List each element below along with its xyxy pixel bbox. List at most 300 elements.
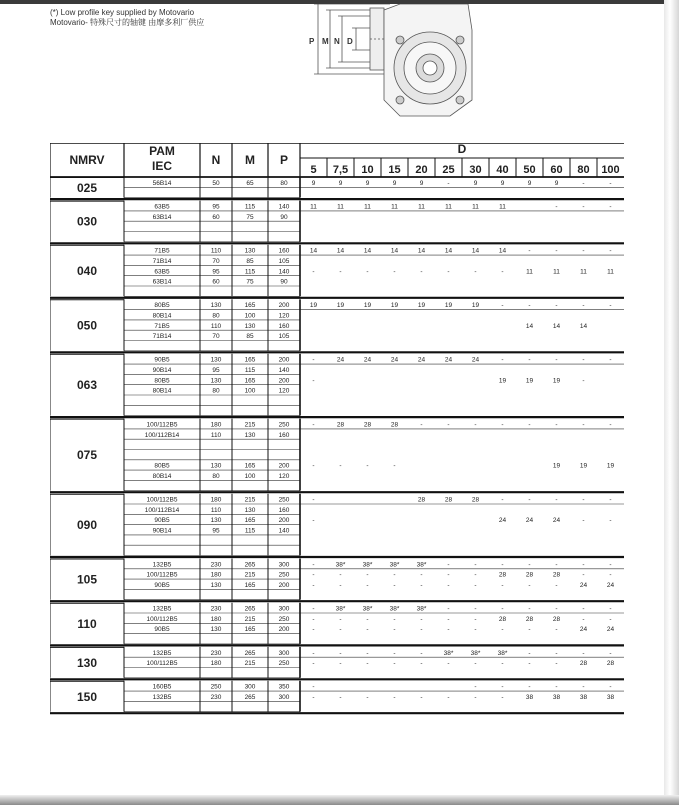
model-label: 040 xyxy=(76,264,98,279)
cell-d-value: - xyxy=(312,421,315,429)
cell-m: 165 xyxy=(244,462,256,470)
cell-p: 250 xyxy=(278,421,290,429)
cell-d-value: - xyxy=(312,605,315,613)
cell-d-value: 28 xyxy=(552,571,561,579)
cell-m: 265 xyxy=(244,561,256,569)
cell-d-value: - xyxy=(555,605,558,613)
cell-d-value: 24 xyxy=(363,356,372,364)
cell-d-value: 19 xyxy=(390,302,399,310)
cell-m: 130 xyxy=(244,506,256,514)
cell-d-value: 38 xyxy=(525,694,534,701)
cell-d-value: 9 xyxy=(527,179,532,187)
cell-pam: 160B5 xyxy=(152,683,172,691)
cell-pam: 100/112B5 xyxy=(146,571,178,579)
header-ratio: 15 xyxy=(388,164,401,176)
cell-n: 80 xyxy=(212,387,220,395)
cell-d-value: - xyxy=(474,694,477,701)
window-top-edge xyxy=(0,0,679,4)
cell-d-value: - xyxy=(582,356,585,364)
cell-d-value: 9 xyxy=(554,179,559,187)
cell-n: 110 xyxy=(210,322,222,330)
cell-p: 300 xyxy=(278,694,290,701)
cell-d-value: - xyxy=(366,268,369,276)
cell-m: 85 xyxy=(246,333,254,341)
cell-d-value: - xyxy=(609,247,612,255)
cell-m: 75 xyxy=(246,213,254,221)
cell-m: 115 xyxy=(244,268,256,276)
cell-pam: 90B14 xyxy=(152,367,172,374)
cell-d-value: 28 xyxy=(606,660,615,668)
cell-d-value: 28 xyxy=(498,615,507,623)
cell-d-value: 24 xyxy=(579,582,588,589)
cell-pam: 71B14 xyxy=(152,333,172,341)
cell-p: 300 xyxy=(278,561,290,569)
cell-d-value: - xyxy=(447,582,450,589)
cell-d-value: - xyxy=(312,377,315,385)
cell-d-value: - xyxy=(555,582,558,589)
cell-d-value: 14 xyxy=(363,247,372,255)
cell-d-value: - xyxy=(528,561,531,569)
cell-d-value: 14 xyxy=(498,247,507,255)
cell-d-value: 9 xyxy=(365,179,370,187)
cell-m: 300 xyxy=(244,683,256,691)
cell-d-value: - xyxy=(528,605,531,613)
header-nmrv: NMRV xyxy=(69,153,105,167)
cell-d-value: - xyxy=(555,660,558,668)
cell-m: 115 xyxy=(244,203,256,211)
cell-d-value: - xyxy=(447,421,450,429)
cell-n: 180 xyxy=(210,615,222,623)
cell-d-value: - xyxy=(312,626,315,634)
model-label: 030 xyxy=(76,214,98,229)
cell-d-value: 38* xyxy=(362,561,373,569)
cell-n: 70 xyxy=(212,258,220,265)
cell-d-value: 19 xyxy=(498,377,507,385)
cell-d-value: - xyxy=(420,421,423,429)
cell-d-value: - xyxy=(366,571,369,579)
cell-m: 265 xyxy=(244,649,256,657)
cell-d-value: - xyxy=(528,302,531,310)
cell-d-value: - xyxy=(447,179,450,187)
cell-n: 80 xyxy=(212,312,220,320)
cell-d-value: 14 xyxy=(417,247,426,255)
header-n: N xyxy=(211,153,221,167)
header-ratio: 30 xyxy=(469,164,482,176)
cell-pam: 100/112B5 xyxy=(146,660,178,668)
cell-n: 180 xyxy=(210,660,222,668)
cell-d-value: - xyxy=(582,561,585,569)
cell-d-value: 38* xyxy=(389,605,400,613)
cell-d-value: - xyxy=(609,302,612,310)
cell-d-value: 14 xyxy=(336,247,345,255)
cell-d-value: 24 xyxy=(444,356,453,364)
cell-d-value: - xyxy=(339,694,342,701)
cell-d-value: 24 xyxy=(417,356,426,364)
cell-d-value: - xyxy=(447,626,450,634)
cell-d-value: 28 xyxy=(579,660,588,668)
cell-d-value: - xyxy=(501,683,504,691)
cell-d-value: - xyxy=(366,615,369,623)
footnote-line-1: (*) Low profile key supplied by Motovario xyxy=(50,8,195,17)
cell-d-value: 28 xyxy=(363,421,372,429)
model-label: 090 xyxy=(76,518,98,533)
cell-d-value: 24 xyxy=(579,626,588,634)
cell-m: 215 xyxy=(244,496,256,504)
cell-pam: 132B5 xyxy=(152,561,172,569)
cell-m: 215 xyxy=(244,571,256,579)
cell-n: 60 xyxy=(212,213,220,221)
cell-d-value: - xyxy=(501,561,504,569)
cell-d-value: - xyxy=(555,683,558,691)
model-label: 130 xyxy=(76,655,98,670)
cell-d-value: - xyxy=(555,247,558,255)
cell-d-value: 24 xyxy=(552,517,561,525)
cell-pam: 90B5 xyxy=(154,356,170,364)
header-ratio: 60 xyxy=(550,164,563,176)
cell-d-value: 11 xyxy=(445,203,452,211)
cell-d-value: - xyxy=(339,582,342,589)
cell-d-value: 19 xyxy=(552,377,561,385)
cell-p: 200 xyxy=(278,356,290,364)
cell-p: 140 xyxy=(278,527,290,535)
cell-n: 110 xyxy=(210,247,222,255)
model-label: 150 xyxy=(76,689,98,704)
model-label: 105 xyxy=(76,572,98,587)
cell-d-value: - xyxy=(393,626,396,634)
cell-p: 140 xyxy=(278,268,290,276)
cell-d-value: 14 xyxy=(552,322,561,330)
cell-d-value: - xyxy=(420,694,423,701)
cell-d-value: - xyxy=(528,421,531,429)
cell-n: 180 xyxy=(210,496,222,504)
cell-p: 80 xyxy=(280,179,288,187)
cell-d-value: 9 xyxy=(419,179,424,187)
cell-d-value: 11 xyxy=(310,203,317,211)
cell-d-value: 24 xyxy=(525,517,534,525)
cell-pam: 90B5 xyxy=(154,582,170,589)
cell-p: 250 xyxy=(278,660,290,668)
cell-pam: 80B5 xyxy=(154,302,170,310)
cell-p: 250 xyxy=(278,571,290,579)
cell-d-value: - xyxy=(312,462,315,470)
cell-pam: 71B14 xyxy=(152,258,172,265)
cell-p: 120 xyxy=(278,387,290,395)
cell-d-value: 28 xyxy=(525,615,534,623)
cell-p: 105 xyxy=(278,333,290,341)
cell-d-value: - xyxy=(501,302,504,310)
cell-p: 90 xyxy=(280,213,288,221)
cell-d-value: - xyxy=(393,582,396,589)
header-ratio: 40 xyxy=(496,164,509,176)
cell-n: 130 xyxy=(210,356,222,364)
cell-d-value: - xyxy=(555,626,558,634)
cell-pam: 71B5 xyxy=(154,322,170,330)
cell-m: 130 xyxy=(244,247,256,255)
cell-pam: 132B5 xyxy=(152,694,172,701)
cell-n: 70 xyxy=(212,333,220,341)
cell-m: 265 xyxy=(244,694,256,701)
cell-d-value: - xyxy=(474,571,477,579)
cell-d-value: - xyxy=(366,660,369,668)
cell-d-value: 38* xyxy=(389,561,400,569)
header-ratio: 10 xyxy=(361,164,374,176)
cell-d-value: 38* xyxy=(470,649,481,657)
cell-d-value: - xyxy=(312,561,315,569)
cell-d-value: - xyxy=(339,660,342,668)
cell-n: 95 xyxy=(212,527,220,535)
cell-d-value: - xyxy=(474,626,477,634)
cell-d-value: - xyxy=(555,356,558,364)
cell-p: 120 xyxy=(278,312,290,320)
cell-d-value: - xyxy=(312,356,315,364)
cell-d-value: - xyxy=(582,649,585,657)
cell-d-value: 19 xyxy=(579,462,588,470)
cell-d-value: 28 xyxy=(336,421,345,429)
drawing-label-p: P xyxy=(309,37,315,46)
cell-d-value: - xyxy=(555,649,558,657)
cell-pam: 63B5 xyxy=(154,268,170,276)
cell-d-value: - xyxy=(501,660,504,668)
cell-d-value: - xyxy=(366,582,369,589)
cell-p: 200 xyxy=(278,302,290,310)
cell-d-value: 19 xyxy=(471,302,480,310)
cell-d-value: - xyxy=(609,421,612,429)
cell-p: 120 xyxy=(278,473,290,480)
header-ratio: 25 xyxy=(442,164,455,176)
cell-d-value: 24 xyxy=(336,356,345,364)
cell-p: 140 xyxy=(278,367,290,374)
cell-d-value: 14 xyxy=(390,247,399,255)
cell-p: 300 xyxy=(278,649,290,657)
cell-n: 80 xyxy=(212,473,220,480)
cell-d-value: - xyxy=(393,649,396,657)
cell-pam: 63B5 xyxy=(154,203,170,211)
cell-p: 200 xyxy=(278,626,290,634)
cell-pam: 132B5 xyxy=(152,649,172,657)
cell-d-value: 9 xyxy=(392,179,397,187)
cell-d-value: - xyxy=(339,268,342,276)
cell-d-value: - xyxy=(447,571,450,579)
cell-d-value: - xyxy=(474,268,477,276)
cell-d-value: 38* xyxy=(335,561,346,569)
cell-d-value: - xyxy=(393,268,396,276)
cell-pam: 80B14 xyxy=(152,387,172,395)
cell-d-value: - xyxy=(312,615,315,623)
cell-pam: 100/112B5 xyxy=(146,615,178,623)
cell-pam: 63B14 xyxy=(152,213,172,221)
cell-d-value: - xyxy=(528,496,531,504)
page-bottom-shadow xyxy=(0,795,679,805)
cell-d-value: - xyxy=(474,605,477,613)
cell-m: 265 xyxy=(244,605,256,613)
cell-d-value: - xyxy=(447,615,450,623)
cell-d-value: - xyxy=(582,615,585,623)
cell-pam: 132B5 xyxy=(152,605,172,613)
cell-d-value: 11 xyxy=(526,268,533,276)
model-label: 050 xyxy=(76,318,98,333)
cell-pam: 80B5 xyxy=(154,462,170,470)
cell-d-value: 19 xyxy=(552,462,561,470)
model-label: 110 xyxy=(77,616,97,631)
cell-d-value: 19 xyxy=(444,302,453,310)
cell-d-value: - xyxy=(555,421,558,429)
cell-d-value: - xyxy=(582,203,585,211)
header-m: M xyxy=(245,153,255,167)
cell-n: 230 xyxy=(210,649,222,657)
cell-d-value: - xyxy=(339,626,342,634)
cell-d-value: - xyxy=(474,615,477,623)
cell-n: 110 xyxy=(210,431,222,439)
drawing-label-n: N xyxy=(334,37,340,46)
cell-d-value: - xyxy=(582,421,585,429)
cell-p: 105 xyxy=(278,258,290,265)
footnote xyxy=(50,8,204,27)
cell-d-value: - xyxy=(474,421,477,429)
cell-d-value: - xyxy=(312,694,315,701)
cell-d-value: 19 xyxy=(363,302,372,310)
cell-d-value: - xyxy=(393,571,396,579)
cell-n: 130 xyxy=(210,517,222,525)
cell-d-value: - xyxy=(474,561,477,569)
cell-d-value: 28 xyxy=(498,571,507,579)
cell-pam: 80B14 xyxy=(152,312,172,320)
cell-d-value: - xyxy=(609,496,612,504)
cell-m: 215 xyxy=(244,660,256,668)
cell-d-value: - xyxy=(609,179,612,187)
cell-d-value: 19 xyxy=(525,377,534,385)
cell-m: 100 xyxy=(244,473,256,480)
cell-d-value: - xyxy=(393,462,396,470)
cell-d-value: - xyxy=(339,615,342,623)
cell-n: 60 xyxy=(212,278,220,286)
cell-d-value: - xyxy=(420,571,423,579)
cell-n: 95 xyxy=(212,203,220,211)
cell-d-value: 14 xyxy=(309,247,318,255)
cell-n: 130 xyxy=(210,462,222,470)
cell-n: 130 xyxy=(210,626,222,634)
drawing-label-d: D xyxy=(347,37,353,46)
cell-d-value: - xyxy=(582,377,585,385)
cell-d-value: - xyxy=(501,694,504,701)
cell-d-value: - xyxy=(609,571,612,579)
cell-p: 160 xyxy=(278,322,290,330)
cell-d-value: - xyxy=(555,203,558,211)
cell-d-value: 28 xyxy=(390,421,399,429)
cell-m: 215 xyxy=(244,615,256,623)
cell-p: 160 xyxy=(278,506,290,514)
cell-d-value: 38* xyxy=(416,605,427,613)
cell-d-value: - xyxy=(609,203,612,211)
drawing-label-m: M xyxy=(322,37,329,46)
cell-p: 350 xyxy=(278,683,290,691)
cell-d-value: - xyxy=(609,561,612,569)
cell-d-value: 19 xyxy=(606,462,615,470)
cell-d-value: 28 xyxy=(417,496,426,504)
cell-d-value: - xyxy=(555,496,558,504)
cell-d-value: 38 xyxy=(579,694,588,701)
cell-d-value: - xyxy=(339,571,342,579)
cell-m: 130 xyxy=(244,431,256,439)
cell-d-value: - xyxy=(528,356,531,364)
cell-d-value: 14 xyxy=(525,322,534,330)
cell-d-value: - xyxy=(609,356,612,364)
cell-pam: 90B5 xyxy=(154,517,170,525)
cell-m: 65 xyxy=(246,179,254,187)
model-label: 063 xyxy=(76,378,98,393)
header-ratio: 50 xyxy=(523,164,536,176)
cell-d-value: - xyxy=(528,683,531,691)
cell-n: 180 xyxy=(210,571,222,579)
header-ratio: 7,5 xyxy=(332,164,349,176)
cell-d-value: - xyxy=(582,571,585,579)
header-d: D xyxy=(457,143,467,156)
cell-d-value: 11 xyxy=(580,268,587,276)
cell-d-value: - xyxy=(474,660,477,668)
cell-d-value: - xyxy=(582,605,585,613)
cell-d-value: - xyxy=(582,179,585,187)
cell-d-value: - xyxy=(528,626,531,634)
cell-d-value: - xyxy=(609,517,612,525)
cell-d-value: 11 xyxy=(499,203,506,211)
cell-d-value: 9 xyxy=(473,179,478,187)
cell-d-value: - xyxy=(312,649,315,657)
cell-d-value: - xyxy=(474,582,477,589)
cell-pam: 90B14 xyxy=(152,527,172,535)
header-ratio: 20 xyxy=(415,164,428,176)
cell-d-value: - xyxy=(582,683,585,691)
cell-d-value: 24 xyxy=(606,626,615,634)
cell-pam: 100/112B14 xyxy=(144,431,180,439)
cell-m: 130 xyxy=(244,322,256,330)
cell-n: 180 xyxy=(210,421,222,429)
cell-d-value: - xyxy=(366,462,369,470)
cell-d-value: 24 xyxy=(390,356,399,364)
cell-m: 100 xyxy=(244,312,256,320)
cell-d-value: 14 xyxy=(444,247,453,255)
cell-pam: 90B5 xyxy=(154,626,170,634)
model-label: 075 xyxy=(76,448,98,463)
gearbox-flange-drawing xyxy=(300,0,480,118)
cell-d-value: 9 xyxy=(311,179,316,187)
cell-m: 115 xyxy=(244,367,256,374)
cell-d-value: - xyxy=(582,517,585,525)
cell-d-value: 14 xyxy=(471,247,480,255)
cell-d-value: - xyxy=(609,649,612,657)
cell-d-value: - xyxy=(474,683,477,691)
cell-pam: 80B14 xyxy=(152,473,172,480)
cell-d-value: 24 xyxy=(471,356,480,364)
cell-d-value: - xyxy=(339,649,342,657)
cell-d-value: 11 xyxy=(391,203,398,211)
header-ratio: 80 xyxy=(577,164,590,176)
header-p: P xyxy=(279,153,289,167)
cell-d-value: - xyxy=(312,582,315,589)
cell-d-value: - xyxy=(501,582,504,589)
cell-d-value: - xyxy=(393,615,396,623)
cell-pam: 80B5 xyxy=(154,377,170,385)
cell-d-value: 19 xyxy=(336,302,345,310)
cell-d-value: - xyxy=(393,694,396,701)
cell-d-value: 11 xyxy=(364,203,371,211)
cell-d-value: - xyxy=(420,582,423,589)
cell-n: 50 xyxy=(212,179,220,187)
cell-p: 200 xyxy=(278,582,290,589)
cell-d-value: 14 xyxy=(579,322,588,330)
header-ratio: 100 xyxy=(601,164,620,176)
cell-d-value: 38 xyxy=(606,694,615,701)
cell-d-value: - xyxy=(420,649,423,657)
cell-d-value: 28 xyxy=(525,571,534,579)
